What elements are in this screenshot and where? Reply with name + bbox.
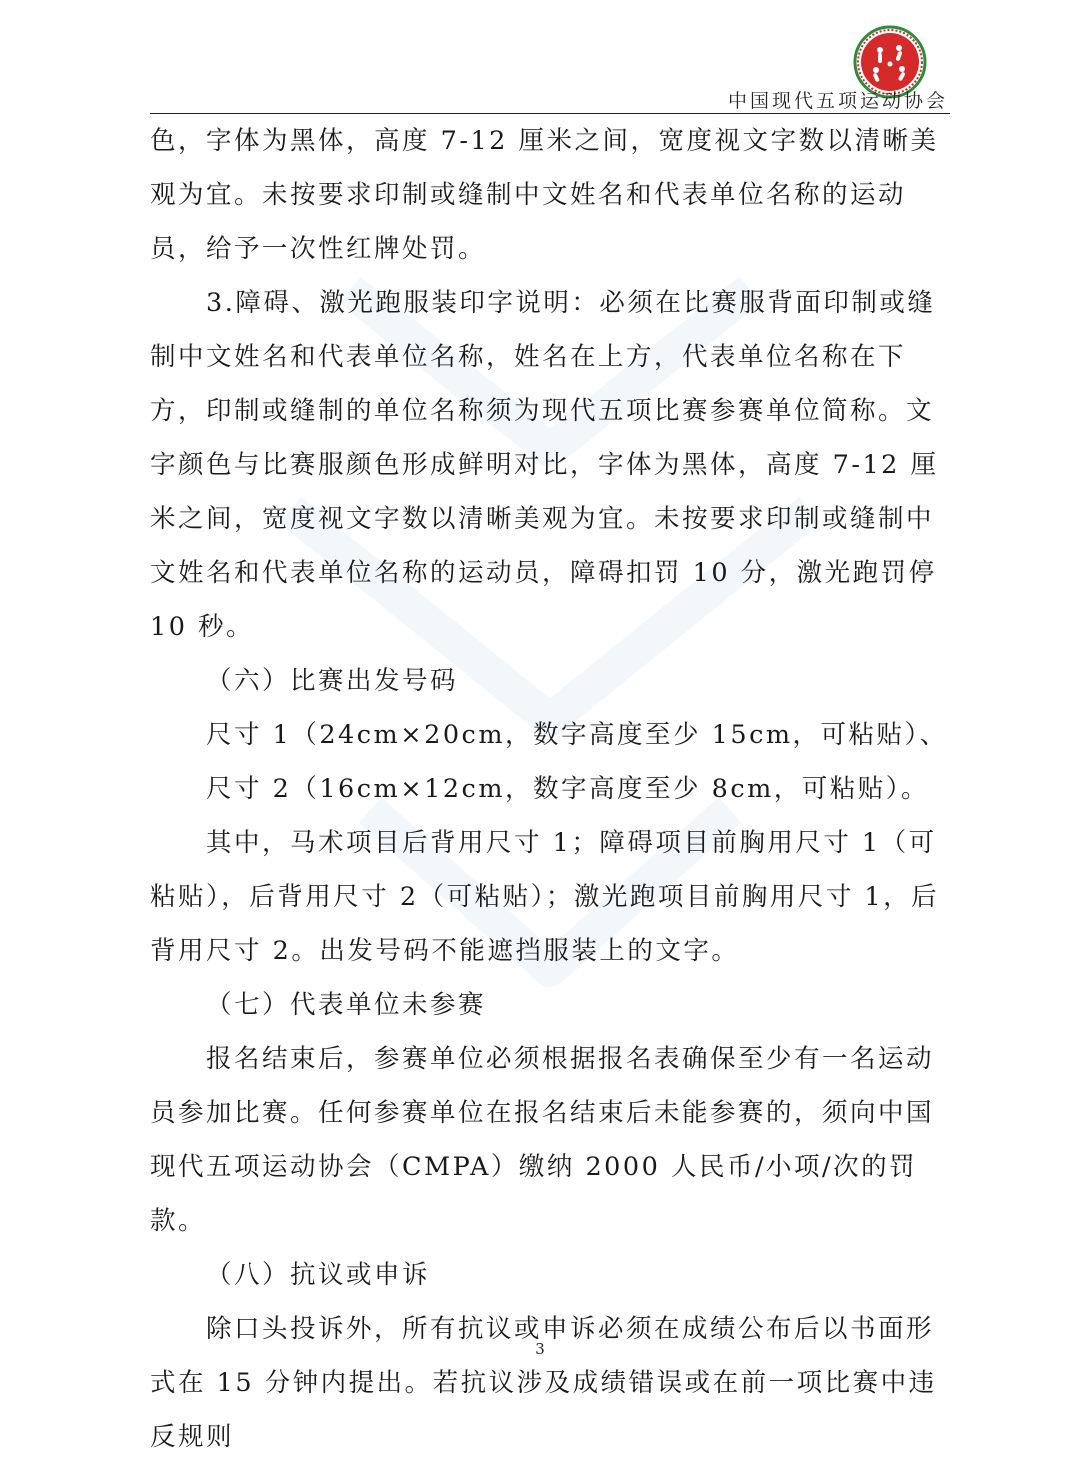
paragraph-absence-penalty: 报名结束后，参赛单位必须根据报名表确保至少有一名运动员参加比赛。任何参赛单位在报名结束后未能参赛的，须向中国现代五项运动协会（CMPA）缴纳 2000 人民币/小项/次的罚款。 xyxy=(150,1044,935,1236)
page-number: 3 xyxy=(535,1340,545,1358)
section-heading-protests: （八）抗议或申诉 xyxy=(206,1260,431,1290)
document-body xyxy=(150,114,958,1464)
section-heading-absence: （七）代表单位未参赛 xyxy=(206,990,487,1020)
paragraph-font-requirements: 色，字体为黑体，高度 7-12 厘米之间，宽度视文字数以清晰美观为宜。未按要求印制或缝制中文姓名和代表单位名称的运动员，给予一次性红牌处罚。 xyxy=(150,126,939,264)
paragraph-clothing-print-rules: 3.障碍、激光跑服装印字说明：必须在比赛服背面印制或缝制中文姓名和代表单位名称，姓名在上方，代表单位名称在下方，印制或缝制的单位名称须为现代五项比赛参赛单位简称。文字颜色与比赛服颜色形成鲜明对比，字体为黑体，高度 7-12 厘米之间，宽度视文字数以清晰美观为宜。未按要求印制或缝制中文姓名和代表单位名称的运动员，障碍扣罚 10 分，激光跑罚停 10 秒。 xyxy=(150,288,939,642)
header-organization: 中国现代五项运动协会 xyxy=(727,90,948,112)
paragraph-number-usage: 其中，马术项目后背用尺寸 1；障碍项目前胸用尺寸 1（可粘贴），后背用尺寸 2（可粘贴）；激光跑项目前胸用尺寸 1，后背用尺寸 2。出发号码不能遮挡服装上的文字。 xyxy=(150,828,940,966)
section-heading-start-numbers: （六）比赛出发号码 xyxy=(206,666,459,696)
paragraph-size-2: 尺寸 2（16cm×12cm，数字高度至少 8cm，可粘贴）。 xyxy=(206,774,930,804)
paragraph-protest-rules: 除口头投诉外，所有抗议或申诉必须在成绩公布后以书面形式在 15 分钟内提出。若抗议涉及成绩错误或在前一项比赛中违反规则 xyxy=(150,1314,937,1452)
paragraph-size-1: 尺寸 1（24cm×20cm，数字高度至少 15cm，可粘贴）、 xyxy=(206,720,948,750)
